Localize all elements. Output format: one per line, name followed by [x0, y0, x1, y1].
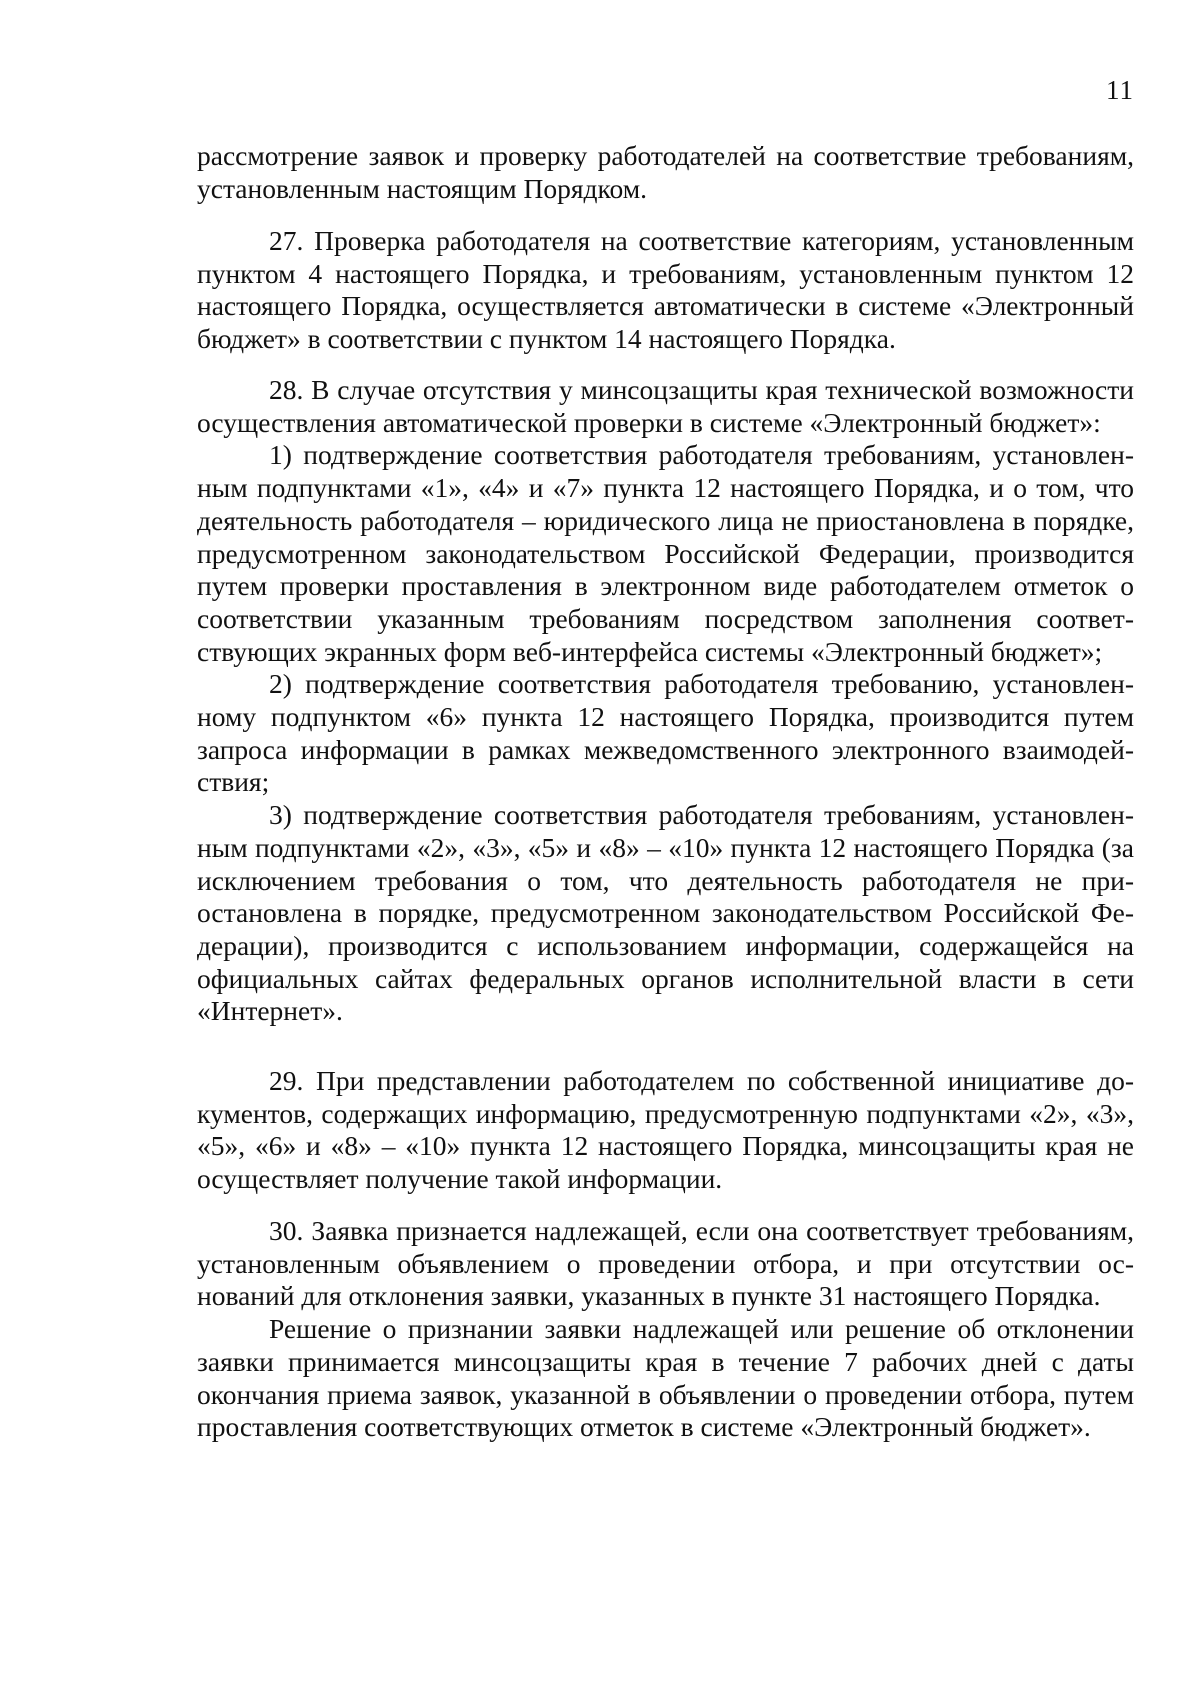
- item-28-sub-1: 1) подтверждение соответствия работодателя требованиям, установленным подпунктами «1», «4» и «7» пункта 12 настоящего Порядка, и о том, что деятельность работодателя – юридического лица не приостановлена в порядке, предусмотренном законодательством Российской Федерации, производится путем проверки проставления в электронном виде работодателем отметок о соответствии указанным требованиям посредством заполнения соответствующих экранных форм веб-интерфейса системы «Электронный бюджет»;: [197, 439, 1134, 667]
- continuation-paragraph: [197, 140, 1134, 205]
- page-number: 11: [1106, 75, 1134, 105]
- item-28-sub-3: 3) подтверждение соответствия работодателя требованиям, установленным подпунктами «2», «3», «5» и «8» – «10» пункта 12 настоящего Порядка (за исключением требования о том, что деятельность работодателя не приостановлена в порядке, предусмотренном законодательством Российской Федерации), производится с использованием информации, содержащейся на официальных сайтах федеральных органов исполнительной власти в сети «Интернет».: [197, 799, 1134, 1027]
- continuation-text: рассмотрение заявок и проверку работодателей на соответствие требованиям, установленным настоящим Порядком.: [197, 140, 1134, 204]
- item-30: [197, 1215, 1134, 1444]
- item-29: [197, 1065, 1134, 1196]
- item-27-text: 27. Проверка работодателя на соответствие категориям, установленным пунктом 4 настоящего Порядка, и требованиям, установленным пунктом 12 настоящего Порядка, осуществляется автоматически в системе «Электронный бюджет» в соответствии с пунктом 14 настоящего Порядка.: [197, 225, 1134, 355]
- item-28: [197, 374, 1134, 1028]
- item-30-paragraph-2: Решение о признании заявки надлежащей или решение об отклонении заявки принимается минсоцзащиты края в течение 7 рабочих дней с даты окончания приема заявок, указанной в объявлении о проведении отбора, путем проставления соответствующих отметок в системе «Электронный бюджет».: [197, 1313, 1134, 1443]
- item-28-intro: 28. В случае отсутствия у минсоцзащиты края технической возможности осуществления автоматической проверки в системе «Электронный бюджет»:: [197, 374, 1134, 438]
- item-29-text: 29. При представлении работодателем по собственной инициативе документов, содержащих информацию, предусмотренную подпунктами «2», «3», «5», «6» и «8» – «10» пункта 12 настоящего Порядка, минсоцзащиты края не осуществляет получение такой информации.: [197, 1065, 1134, 1195]
- item-27: [197, 225, 1134, 356]
- item-28-sub-2: 2) подтверждение соответствия работодателя требованию, установленному подпунктом «6» пункта 12 настоящего Порядка, производится путем запроса информации в рамках межведомственного электронного взаимодействия;: [197, 668, 1134, 798]
- item-30-paragraph-1: 30. Заявка признается надлежащей, если она соответствует требованиям, установленным объявлением о проведении отбора, и при отсутствии оснований для отклонения заявки, указанных в пункте 31 настоящего Порядка.: [197, 1215, 1134, 1312]
